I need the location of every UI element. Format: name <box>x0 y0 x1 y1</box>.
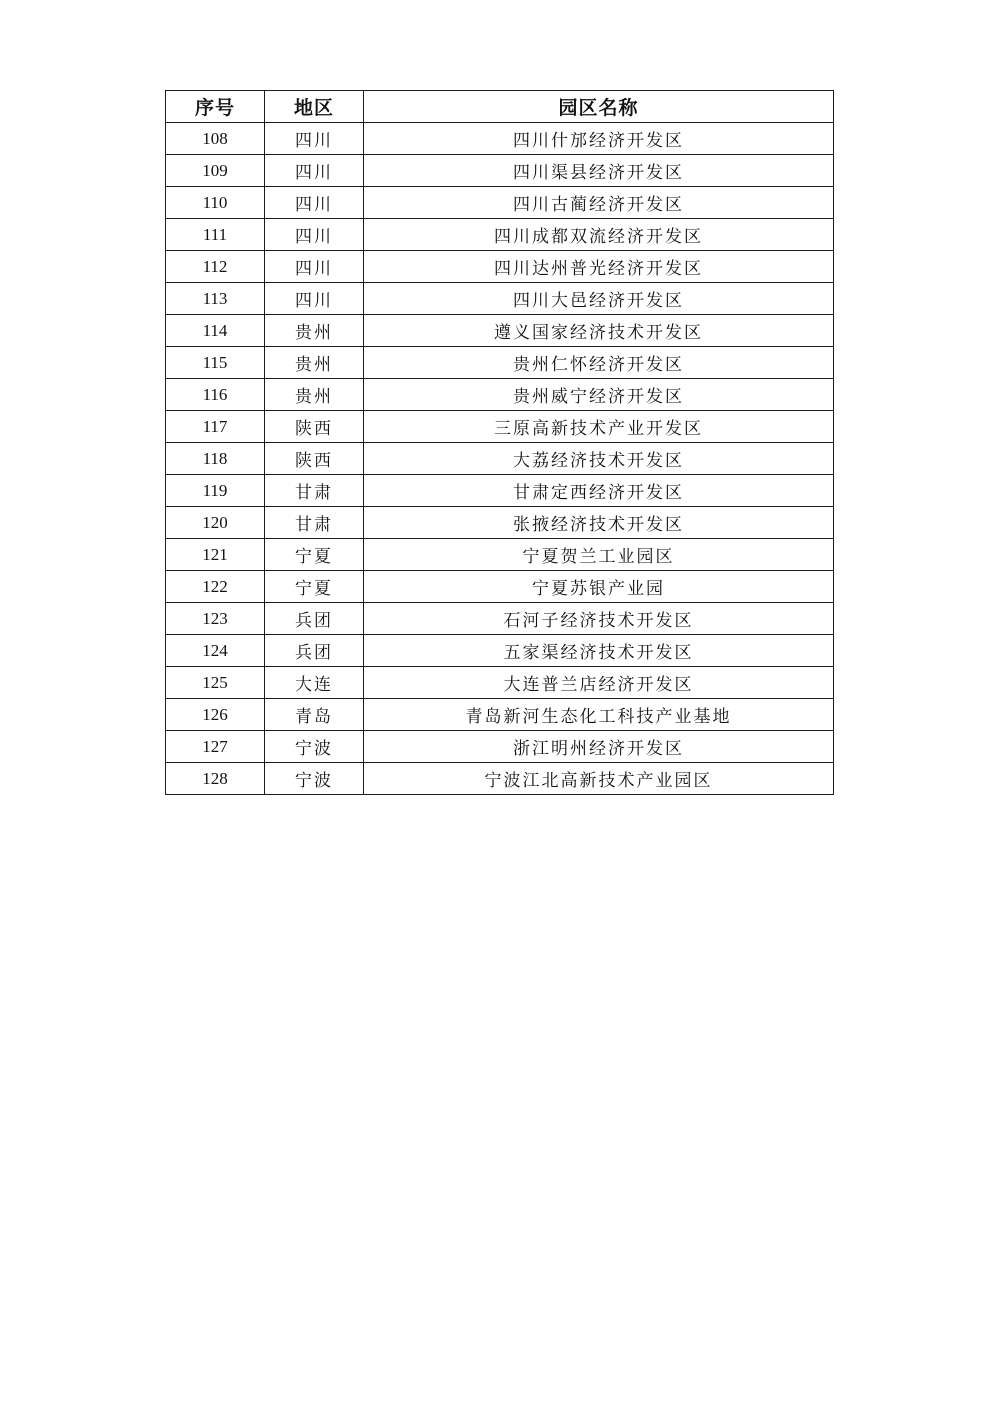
header-index: 序号 <box>166 91 265 123</box>
table-row <box>166 699 834 731</box>
row-index-cell: 110 <box>166 187 265 219</box>
row-region-cell: 宁夏 <box>265 539 364 571</box>
table-row <box>166 123 834 155</box>
row-park-name-cell: 四川什邡经济开发区 <box>364 123 834 155</box>
row-park-name-cell: 四川大邑经济开发区 <box>364 283 834 315</box>
table-row <box>166 603 834 635</box>
table-header <box>166 91 834 123</box>
row-park-name-cell: 张掖经济技术开发区 <box>364 507 834 539</box>
table-row <box>166 251 834 283</box>
row-park-name-cell: 五家渠经济技术开发区 <box>364 635 834 667</box>
row-park-name-cell: 三原高新技术产业开发区 <box>364 411 834 443</box>
row-park-name-cell: 青岛新河生态化工科技产业基地 <box>364 699 834 731</box>
row-index-cell: 115 <box>166 347 265 379</box>
row-region-cell: 陕西 <box>265 411 364 443</box>
row-region-cell: 四川 <box>265 283 364 315</box>
row-region-cell: 青岛 <box>265 699 364 731</box>
table-row <box>166 187 834 219</box>
row-park-name-cell: 四川达州普光经济开发区 <box>364 251 834 283</box>
row-region-cell: 甘肃 <box>265 507 364 539</box>
row-index-cell: 108 <box>166 123 265 155</box>
row-park-name-cell: 大连普兰店经济开发区 <box>364 667 834 699</box>
row-region-cell: 大连 <box>265 667 364 699</box>
row-region-cell: 四川 <box>265 219 364 251</box>
row-index-cell: 111 <box>166 219 265 251</box>
row-index-cell: 118 <box>166 443 265 475</box>
row-park-name-cell: 宁夏贺兰工业园区 <box>364 539 834 571</box>
table-row <box>166 411 834 443</box>
row-region-cell: 兵团 <box>265 635 364 667</box>
table-row <box>166 219 834 251</box>
row-index-cell: 128 <box>166 763 265 795</box>
table-row <box>166 763 834 795</box>
row-index-cell: 127 <box>166 731 265 763</box>
table-row <box>166 443 834 475</box>
row-park-name-cell: 四川成都双流经济开发区 <box>364 219 834 251</box>
row-index-cell: 124 <box>166 635 265 667</box>
table-row <box>166 155 834 187</box>
row-index-cell: 126 <box>166 699 265 731</box>
row-park-name-cell: 四川古蔺经济开发区 <box>364 187 834 219</box>
table-body <box>166 123 834 795</box>
row-region-cell: 贵州 <box>265 315 364 347</box>
row-index-cell: 121 <box>166 539 265 571</box>
row-park-name-cell: 宁夏苏银产业园 <box>364 571 834 603</box>
row-index-cell: 123 <box>166 603 265 635</box>
row-park-name-cell: 四川渠县经济开发区 <box>364 155 834 187</box>
row-park-name-cell: 大荔经济技术开发区 <box>364 443 834 475</box>
row-region-cell: 四川 <box>265 155 364 187</box>
row-region-cell: 宁夏 <box>265 571 364 603</box>
row-park-name-cell: 宁波江北高新技术产业园区 <box>364 763 834 795</box>
table-row <box>166 347 834 379</box>
row-region-cell: 兵团 <box>265 603 364 635</box>
row-park-name-cell: 遵义国家经济技术开发区 <box>364 315 834 347</box>
row-region-cell: 四川 <box>265 251 364 283</box>
row-index-cell: 113 <box>166 283 265 315</box>
row-park-name-cell: 贵州威宁经济开发区 <box>364 379 834 411</box>
row-region-cell: 贵州 <box>265 347 364 379</box>
table-row <box>166 731 834 763</box>
table-row <box>166 571 834 603</box>
table-row <box>166 539 834 571</box>
row-park-name-cell: 甘肃定西经济开发区 <box>364 475 834 507</box>
table-row <box>166 475 834 507</box>
row-index-cell: 109 <box>166 155 265 187</box>
row-index-cell: 119 <box>166 475 265 507</box>
row-region-cell: 陕西 <box>265 443 364 475</box>
table-row <box>166 315 834 347</box>
row-index-cell: 114 <box>166 315 265 347</box>
row-park-name-cell: 石河子经济技术开发区 <box>364 603 834 635</box>
row-index-cell: 120 <box>166 507 265 539</box>
row-index-cell: 112 <box>166 251 265 283</box>
table-row <box>166 635 834 667</box>
table-row <box>166 283 834 315</box>
row-region-cell: 贵州 <box>265 379 364 411</box>
row-region-cell: 甘肃 <box>265 475 364 507</box>
table-row <box>166 379 834 411</box>
row-region-cell: 四川 <box>265 123 364 155</box>
header-row <box>166 91 834 123</box>
table-row <box>166 507 834 539</box>
row-park-name-cell: 贵州仁怀经济开发区 <box>364 347 834 379</box>
header-region: 地区 <box>265 91 364 123</box>
row-index-cell: 122 <box>166 571 265 603</box>
park-list-table <box>165 90 834 795</box>
row-index-cell: 125 <box>166 667 265 699</box>
row-region-cell: 四川 <box>265 187 364 219</box>
table-row <box>166 667 834 699</box>
row-park-name-cell: 浙江明州经济开发区 <box>364 731 834 763</box>
row-index-cell: 117 <box>166 411 265 443</box>
row-region-cell: 宁波 <box>265 731 364 763</box>
row-index-cell: 116 <box>166 379 265 411</box>
row-region-cell: 宁波 <box>265 763 364 795</box>
header-park-name: 园区名称 <box>364 91 834 123</box>
